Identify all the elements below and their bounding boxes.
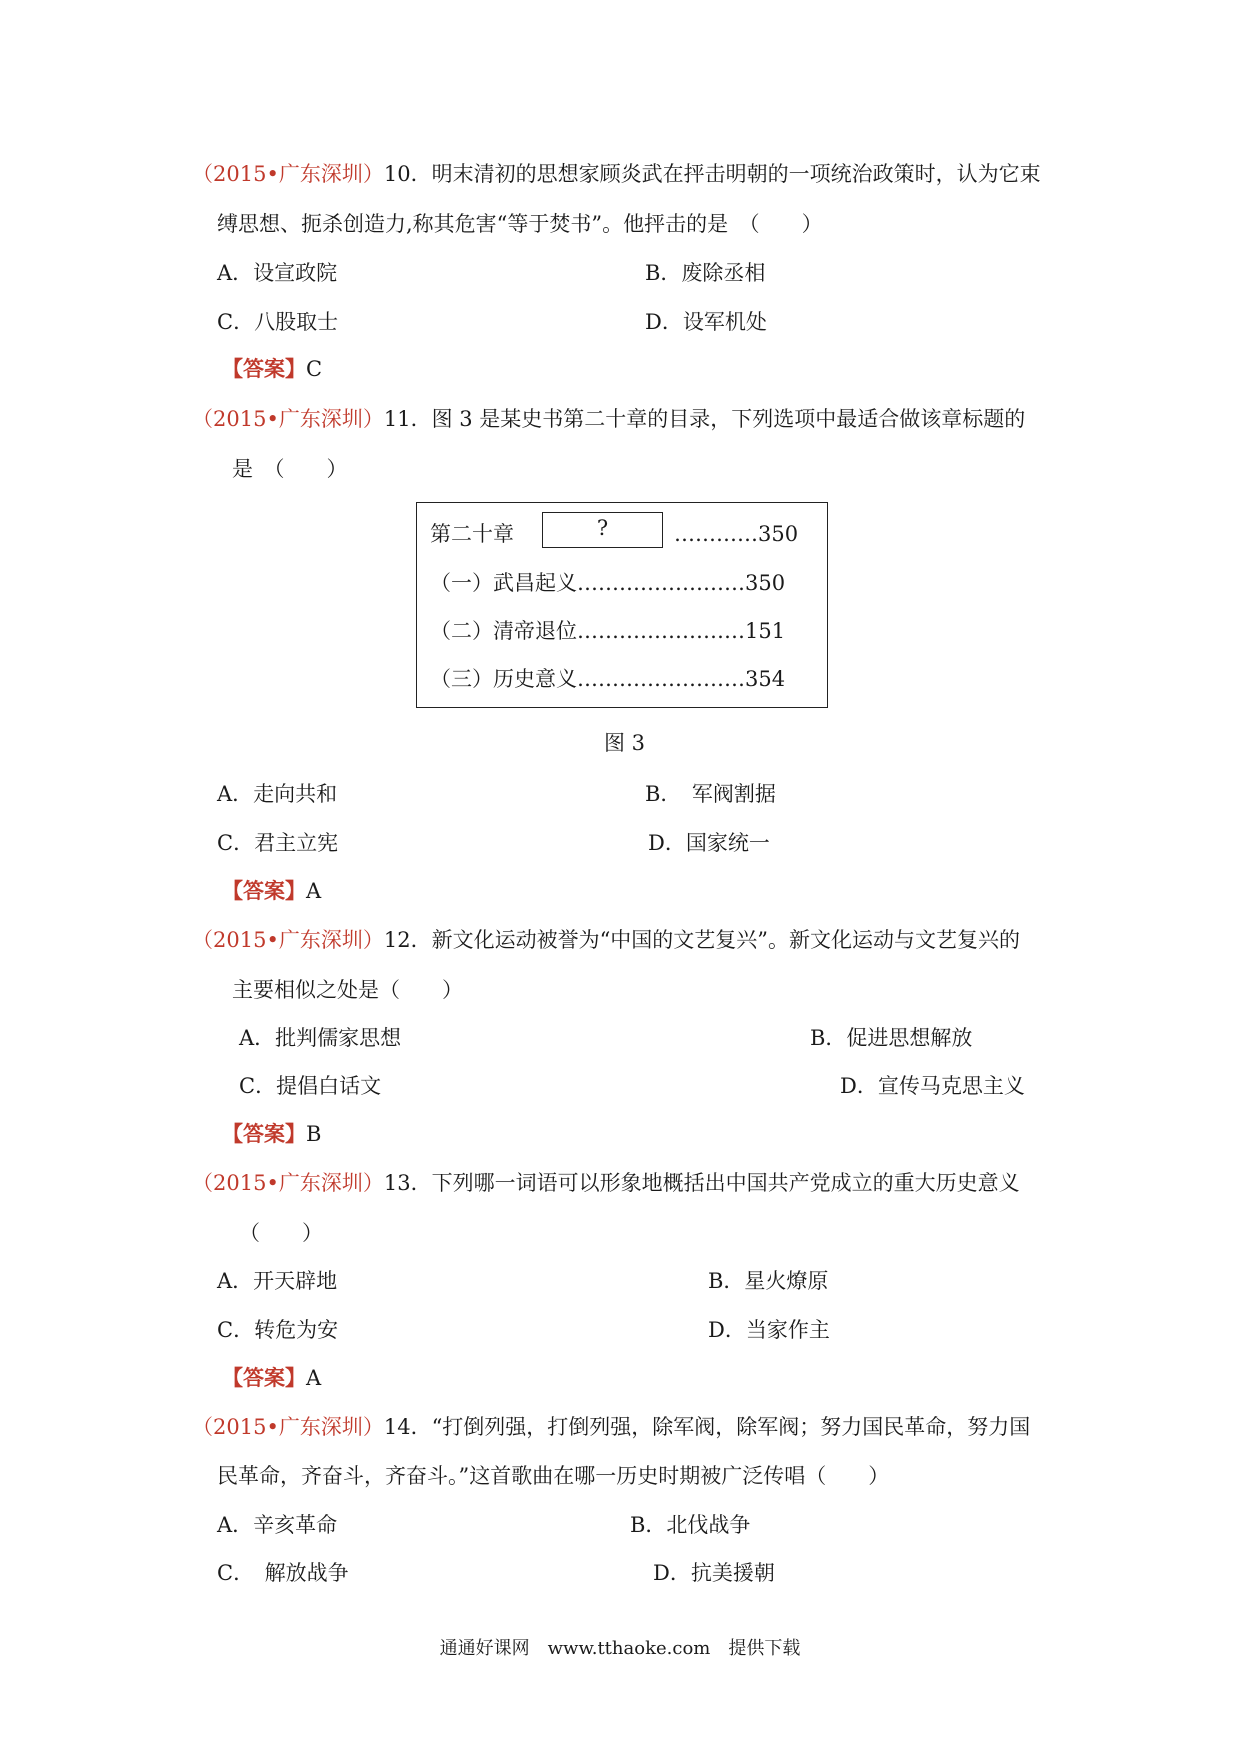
question-source: （2015•广东深圳）	[192, 162, 384, 186]
answer-value: A	[306, 879, 322, 903]
option-d: D．抗美援朝	[653, 1561, 775, 1585]
question-source: （2015•广东深圳）	[192, 407, 384, 431]
answer-10	[222, 354, 322, 384]
question-stem: 12．新文化运动被誉为“中国的文艺复兴”。新文化运动与文艺复兴的	[383, 928, 1021, 952]
option-b: B．北伐战争	[630, 1513, 751, 1537]
option-c: C．提倡白话文	[239, 1074, 382, 1098]
option-c: C． 解放战争	[217, 1561, 349, 1585]
option-b: B．星火燎原	[708, 1269, 829, 1293]
question-13-line1	[192, 1168, 1020, 1198]
option-b: B．促进思想解放	[810, 1026, 973, 1050]
option-a: A．设宣政院	[217, 261, 338, 285]
question-10-line1	[192, 159, 1041, 189]
question-stem: 11．图 3 是某史书第二十章的目录，下列选项中最适合做该章标题的	[383, 407, 1026, 431]
question-12-line1	[192, 925, 1020, 955]
toc-entry: （三）历史意义……………………354	[430, 667, 786, 691]
question-12-line2: 主要相似之处是（ ）	[232, 978, 463, 1002]
option-d: D．宣传马克思主义	[840, 1074, 1025, 1098]
question-stem: 13．下列哪一词语可以形象地概括出中国共产党成立的重大历史意义	[383, 1171, 1020, 1195]
toc-entry: （一）武昌起义……………………350	[430, 571, 786, 595]
question-stem: 14．“打倒列强，打倒列强，除军阀，除军阀；努力国民革命，努力国	[383, 1415, 1031, 1439]
question-10-line2: 缚思想、扼杀创造力,称其危害“等于焚书”。他抨击的是 （ ）	[217, 212, 823, 236]
option-c: C．八股取士	[217, 310, 339, 334]
question-source: （2015•广东深圳）	[192, 1171, 384, 1195]
chapter-title: 第二十章	[430, 522, 514, 546]
question-stem: 10．明末清初的思想家顾炎武在抨击明朝的一项统治政策时，认为它束	[383, 162, 1041, 186]
option-d: D．当家作主	[708, 1318, 830, 1342]
option-b: B．废除丞相	[645, 261, 766, 285]
answer-11	[222, 876, 321, 906]
question-14-line2: 民革命，齐奋斗，齐奋斗。”这首歌曲在哪一历史时期被广泛传唱（ ）	[217, 1464, 890, 1488]
question-source: （2015•广东深圳）	[192, 928, 384, 952]
answer-label: 【答案】	[222, 878, 306, 903]
toc-entry: （二）清帝退位……………………151	[430, 619, 786, 643]
answer-value: C	[306, 357, 323, 381]
chapter-page: …………350	[674, 522, 799, 546]
question-11-line1	[192, 404, 1025, 434]
page-footer: 通通好课网 www.tthaoke.com 提供下载	[439, 1638, 801, 1659]
answer-label: 【答案】	[222, 1365, 306, 1390]
answer-13	[222, 1363, 321, 1393]
option-a: A．批判儒家思想	[239, 1026, 402, 1050]
option-a: A．辛亥革命	[217, 1513, 338, 1537]
question-13-line2: （ ）	[239, 1221, 323, 1245]
option-a: A．开天辟地	[217, 1269, 338, 1293]
question-14-line1	[192, 1412, 1030, 1442]
option-a: A．走向共和	[217, 782, 338, 806]
option-c: C．转危为安	[217, 1318, 339, 1342]
answer-label: 【答案】	[222, 356, 306, 381]
answer-value: A	[306, 1366, 322, 1390]
option-b: B． 军阀割据	[645, 782, 776, 806]
figure-caption: 图 3	[604, 731, 646, 755]
option-c: C．君主立宪	[217, 831, 339, 855]
answer-label: 【答案】	[222, 1121, 306, 1146]
chapter-title-blank: ?	[542, 512, 663, 548]
answer-value: B	[306, 1122, 322, 1146]
option-d: D．国家统一	[648, 831, 770, 855]
answer-12	[222, 1119, 321, 1149]
table-of-contents-figure	[416, 502, 828, 708]
question-source: （2015•广东深圳）	[192, 1415, 384, 1439]
option-d: D．设军机处	[645, 310, 767, 334]
question-11-line2: 是 （ ）	[232, 457, 348, 481]
